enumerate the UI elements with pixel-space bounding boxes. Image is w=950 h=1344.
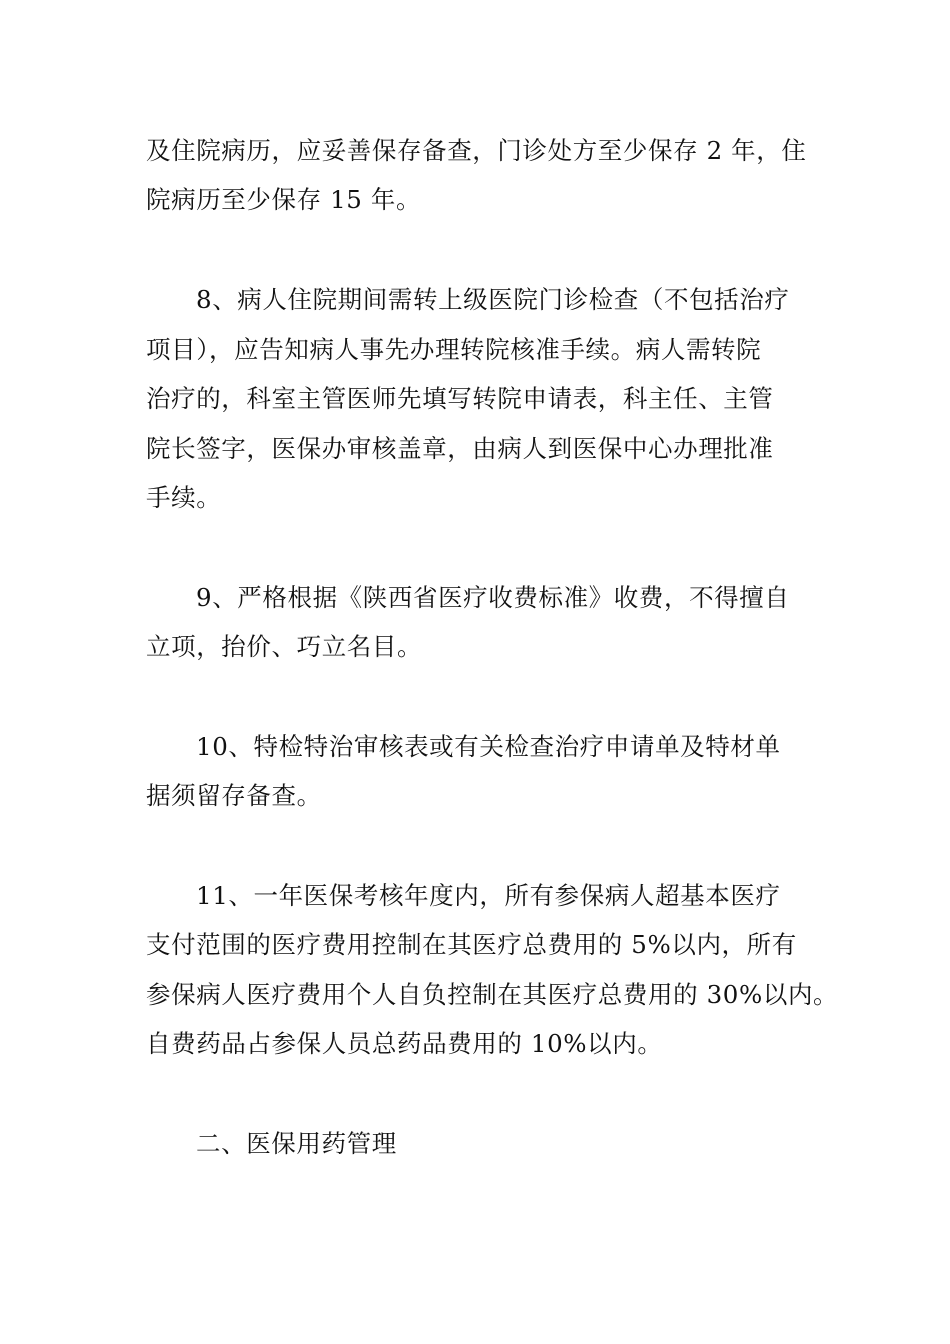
paragraph-10-line-1: 10、特检特治审核表或有关检查治疗申请单及特材单 <box>196 732 781 761</box>
paragraph-10-line-2: 据须留存备查。 <box>146 781 322 810</box>
paragraph-8-line-5: 手续。 <box>146 483 222 512</box>
paragraph-11-line-4: 自费药品占参保人员总药品费用的 10%以内。 <box>146 1029 663 1058</box>
paragraph-7-continuation-line-2: 院病历至少保存 15 年。 <box>146 185 422 214</box>
paragraph-8-line-3: 治疗的，科室主管医师先填写转院申请表，科主任、主管 <box>146 384 774 413</box>
paragraph-8-line-4: 院长签字，医保办审核盖章，由病人到医保中心办理批准 <box>146 434 774 463</box>
paragraph-11-line-1: 11、一年医保考核年度内，所有参保病人超基本医疗 <box>196 881 781 910</box>
paragraph-11-line-3: 参保病人医疗费用个人自负控制在其医疗总费用的 30%以内。 <box>146 980 839 1009</box>
paragraph-8-line-1: 8、病人住院期间需转上级医院门诊检查（不包括治疗 <box>196 285 790 314</box>
section-heading-medical-insurance-drug-management: 二、医保用药管理 <box>196 1129 397 1158</box>
paragraph-11-line-2: 支付范围的医疗费用控制在其医疗总费用的 5%以内，所有 <box>146 930 797 959</box>
paragraph-8-line-2: 项目），应告知病人事先办理转院核准手续。病人需转院 <box>146 335 762 364</box>
paragraph-9-line-2: 立项，抬价、巧立名目。 <box>146 632 423 661</box>
paragraph-7-continuation-line-1: 及住院病历，应妥善保存备查，门诊处方至少保存 2 年，住 <box>146 136 807 165</box>
paragraph-9-line-1: 9、严格根据《陕西省医疗收费标准》收费，不得擅自 <box>196 583 790 612</box>
